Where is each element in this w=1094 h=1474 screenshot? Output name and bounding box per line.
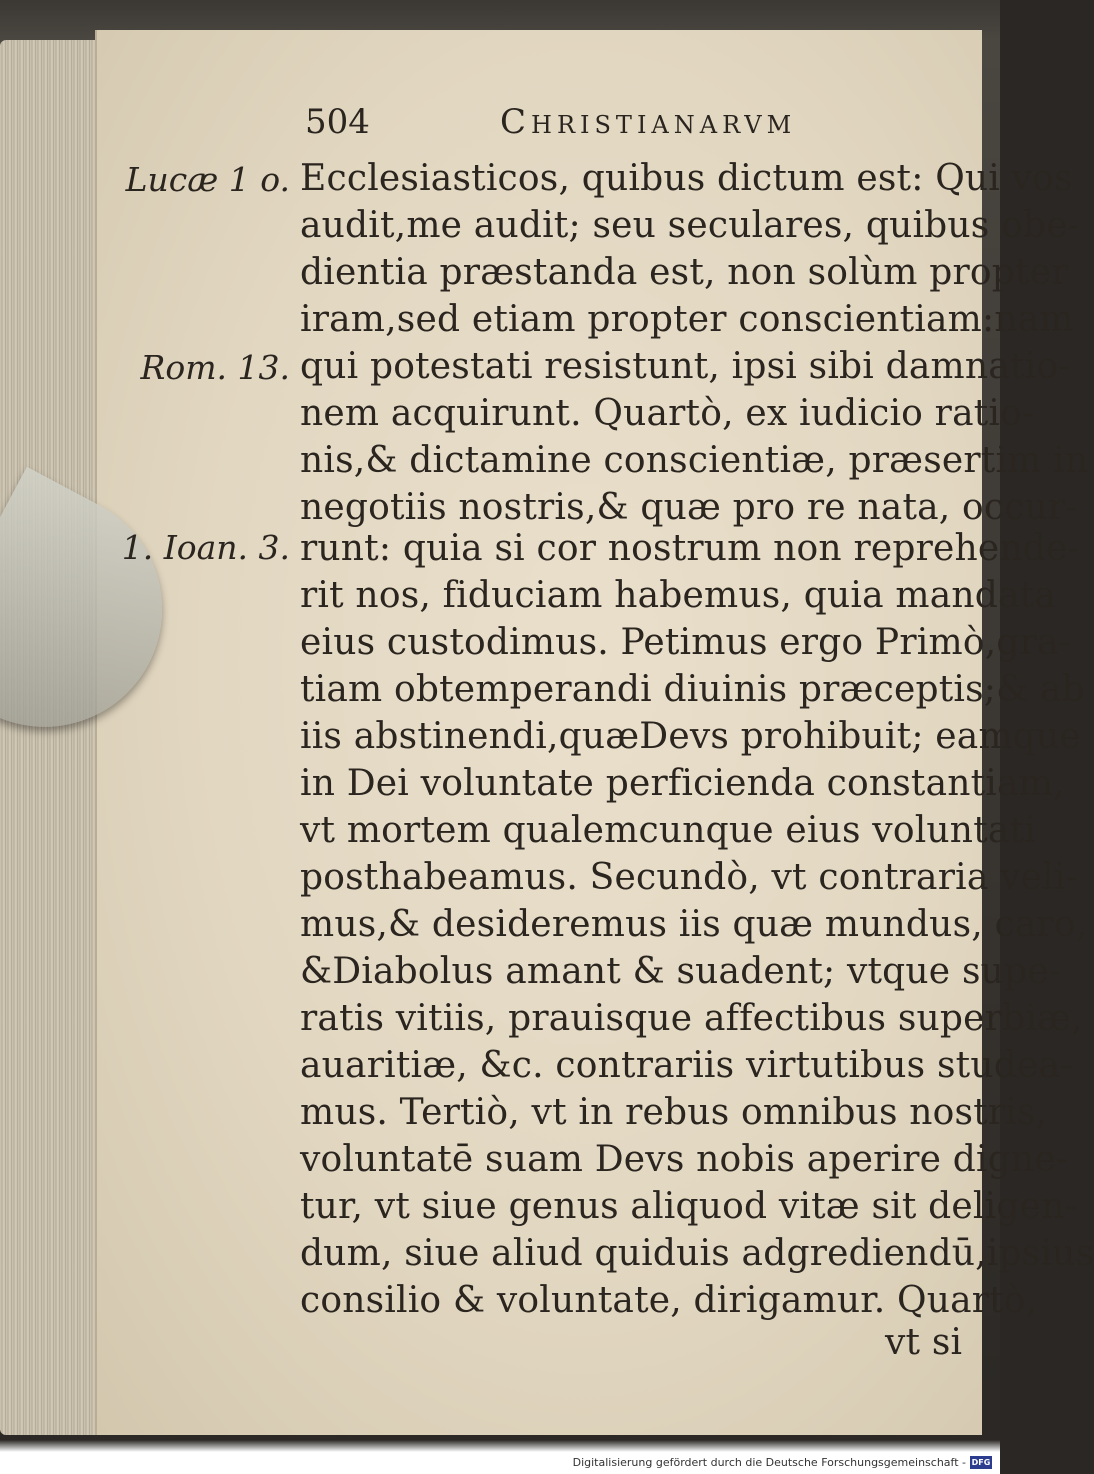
text-line: runt: quia si cor nostrum non reprehende- [300,528,1080,569]
text-line: in Dei voluntate perficienda constantiam, [300,763,1065,804]
text-line: rit nos, fiduciam habemus, quia mandata [300,575,1056,616]
text-line: tiam obtemperandi diuinis præceptis;& ab [300,669,1085,710]
text-line: dum, siue aliud quiduis adgrediendū,ipsius [300,1233,1094,1274]
text-line: consilio & voluntate, dirigamur. Quartò, [300,1280,1038,1321]
text-line: tur, vt siue genus aliquod vitæ sit deligen- [300,1186,1077,1227]
text-line: eius custodimus. Petimus ergo Primò,gra- [300,622,1072,663]
text-line: qui potestati resistunt, ipsi sibi damnatio- [300,346,1071,387]
footer-bar [0,1452,1000,1474]
catchword: vt si [885,1322,963,1363]
text-line: mus. Tertiò, vt in rebus omnibus nostris, [300,1092,1048,1133]
text-line: posthabeamus. Secundò, vt contraria veli- [300,857,1078,898]
margin-note-luke: Lucæ 1 o. [125,160,290,199]
text-line: ratis vitiis, prauisque affectibus superbiæ, [300,998,1083,1039]
text-line: nis,& dictamine conscientiæ, præsertim in [300,440,1089,481]
text-line: vt mortem qualemcunque eius voluntati [300,810,1036,851]
text-line: Ecclesiasticos, quibus dictum est: Qui vos [300,158,1073,199]
dfg-logo-icon: DFG [971,1458,991,1467]
text-line: mus,& desideremus iis quæ mundus, caro, [300,904,1088,945]
running-head: Christianarvm [500,102,797,142]
text-line: auaritiæ, &c. contrariis virtutibus studea- [300,1045,1073,1086]
text-line: nem acquirunt. Quartò, ex iudicio ratio- [300,393,1035,434]
text-line: iis abstinendi,quæDevs prohibuit; eamque [300,716,1081,757]
footer-credit: Digitalisierung gefördert durch die Deutsche Forschungsgemeinschaft - [572,1456,966,1469]
text-line: voluntatē suam Devs nobis aperire digne- [300,1139,1069,1180]
text-line: dientia præstanda est, non solùm propter [300,252,1069,293]
book-page-edges [0,40,110,1435]
text-line: negotiis nostris,& quæ pro re nata, occur- [300,487,1078,528]
margin-note-romans: Rom. 13. [140,348,290,387]
page-number: 504 [305,102,370,142]
margin-note-john: 1. Ioan. 3. [121,528,290,567]
text-line: audit,me audit; seu seculares, quibus obe- [300,205,1081,246]
text-line: &Diabolus amant & suadent; vtque supe- [300,951,1062,992]
text-line: iram,sed etiam propter conscientiam:nam [300,299,1074,340]
